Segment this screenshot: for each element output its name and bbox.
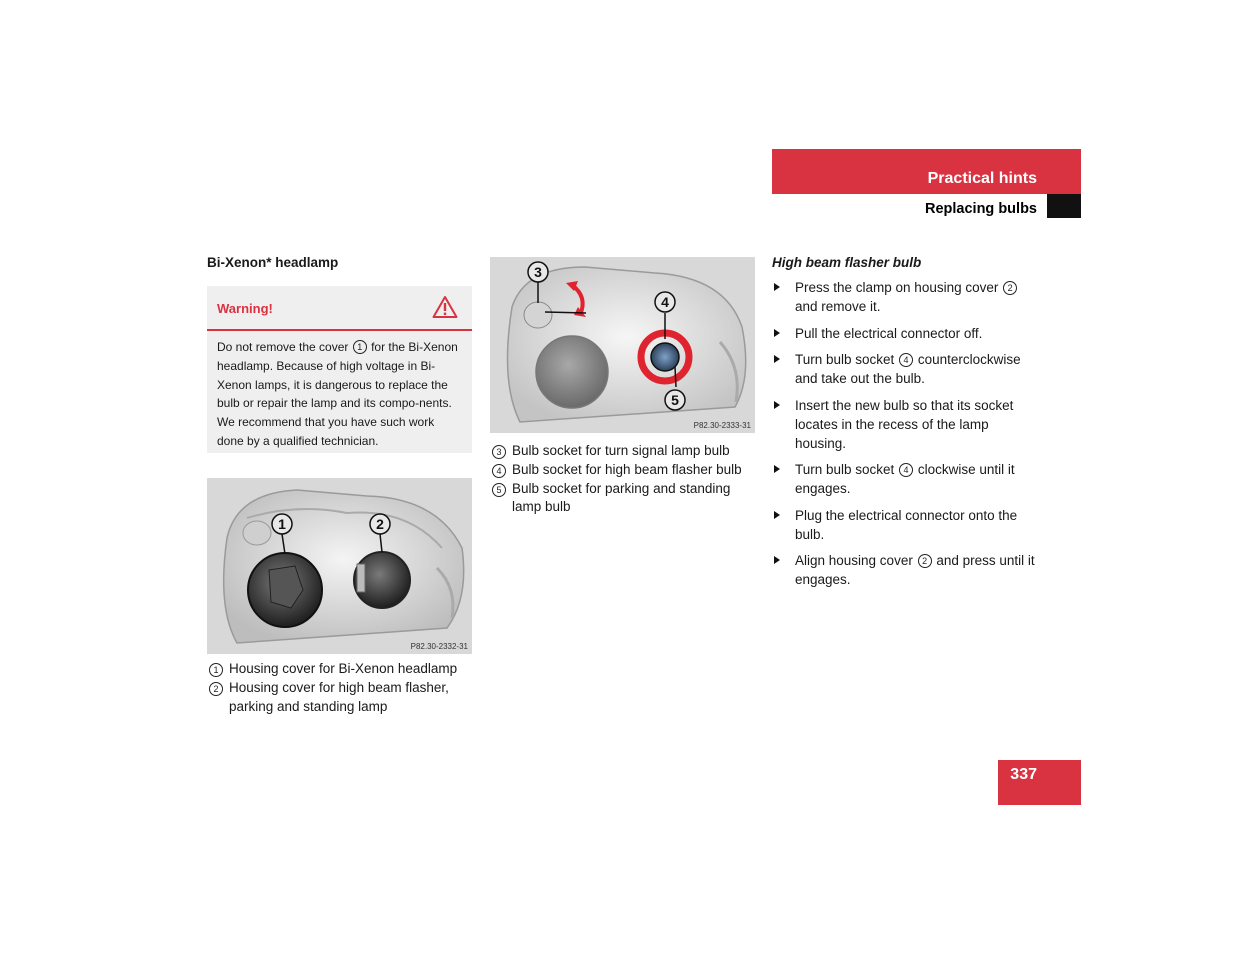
headlamp-title: Bi-Xenon* headlamp [207, 255, 339, 270]
instruction-step [772, 278, 1042, 316]
ref-number: 4 [492, 464, 506, 478]
legend-item [490, 442, 760, 461]
bullet-arrow-icon [774, 556, 780, 564]
step-text: Press the clamp on housing cover [795, 280, 1003, 295]
callout-2: 2 [376, 516, 384, 532]
instructions-title: High beam flasher bulb [772, 255, 922, 270]
instruction-step [772, 551, 1042, 589]
section-header [772, 149, 1081, 194]
legend-2 [490, 442, 760, 517]
page-number-box [998, 760, 1081, 805]
step-text: and press until it engages. [795, 553, 1035, 587]
instructions-column [772, 255, 1042, 597]
warning-text [207, 331, 472, 451]
instruction-step [772, 396, 1042, 453]
warning-label: Warning! [217, 301, 273, 316]
bullet-arrow-icon [774, 465, 780, 473]
instruction-step [772, 350, 1042, 388]
ref-number: 2 [1003, 281, 1017, 295]
legend-1 [207, 660, 477, 716]
page-number: 337 [1010, 766, 1037, 783]
ref-number: 4 [899, 353, 913, 367]
step-text: Pull the electrical connector off. [795, 325, 983, 341]
ref-number: 2 [918, 554, 932, 568]
ref-number: 4 [899, 463, 913, 477]
legend-text: Bulb socket for turn signal lamp bulb [512, 443, 730, 458]
bullet-arrow-icon [774, 511, 780, 519]
step-text: and remove it. [795, 299, 881, 314]
subsection-header [772, 194, 1081, 218]
callout-4: 4 [661, 294, 669, 310]
step-text: clockwise until it engages. [795, 462, 1015, 496]
headlamp-figure-2 [490, 257, 755, 433]
legend-item [207, 679, 477, 717]
figure-code: P82.30-2332-31 [410, 642, 468, 651]
ref-number: 1 [353, 340, 367, 354]
bullet-arrow-icon [774, 355, 780, 363]
warning-triangle-icon [432, 295, 458, 319]
legend-item [490, 480, 760, 518]
step-text: Turn bulb socket [795, 462, 899, 477]
legend-text: Housing cover for high beam flasher, parking and standing lamp [229, 679, 449, 714]
ref-number: 3 [492, 445, 506, 459]
legend-item [207, 660, 477, 679]
ref-number: 1 [209, 663, 223, 677]
legend-text: Housing cover for Bi-Xenon headlamp [229, 661, 458, 676]
section-title: Practical hints [927, 170, 1037, 187]
legend-text: Bulb socket for high beam flasher bulb [512, 461, 742, 477]
bullet-arrow-icon [774, 401, 780, 409]
warning-text-part: Do not remove the cover [217, 340, 352, 354]
callout-3: 3 [534, 264, 542, 280]
instruction-step [772, 324, 1042, 343]
header-tab-block [1047, 194, 1081, 218]
step-text: counterclockwise and take out the bulb. [795, 352, 1021, 386]
headlamp-figure-1 [207, 478, 472, 654]
warning-text-part: for the Bi-Xenon headlamp. Because of high voltage in Bi-Xenon lamps, it is dangerous to replace the bulb or repair the lamp and its compo-nents. We recommend that you have such work done by a qualified technician. [217, 340, 458, 448]
ref-number: 2 [209, 682, 223, 696]
bullet-arrow-icon [774, 283, 780, 291]
ref-number: 5 [492, 483, 506, 497]
headlamp-illustration [207, 478, 472, 654]
instruction-step [772, 506, 1042, 544]
bullet-arrow-icon [774, 329, 780, 337]
headlamp-illustration-2 [490, 257, 755, 433]
instruction-step [772, 460, 1042, 498]
callout-1: 1 [278, 516, 286, 532]
callout-5: 5 [671, 392, 679, 408]
step-text: Insert the new bulb so that its socket locates in the recess of the lamp housing. [795, 397, 1014, 451]
subsection-title: Replacing bulbs [925, 201, 1037, 217]
warning-box [207, 286, 472, 453]
step-text: Align housing cover [795, 553, 917, 568]
warning-header [207, 286, 472, 331]
legend-item [490, 461, 760, 480]
step-text: Turn bulb socket [795, 352, 899, 367]
legend-text: Bulb socket for parking and standing lamp bulb [512, 480, 731, 515]
figure-code: P82.30-2333-31 [693, 421, 751, 430]
step-text: Plug the electrical connector onto the bulb. [795, 507, 1018, 542]
